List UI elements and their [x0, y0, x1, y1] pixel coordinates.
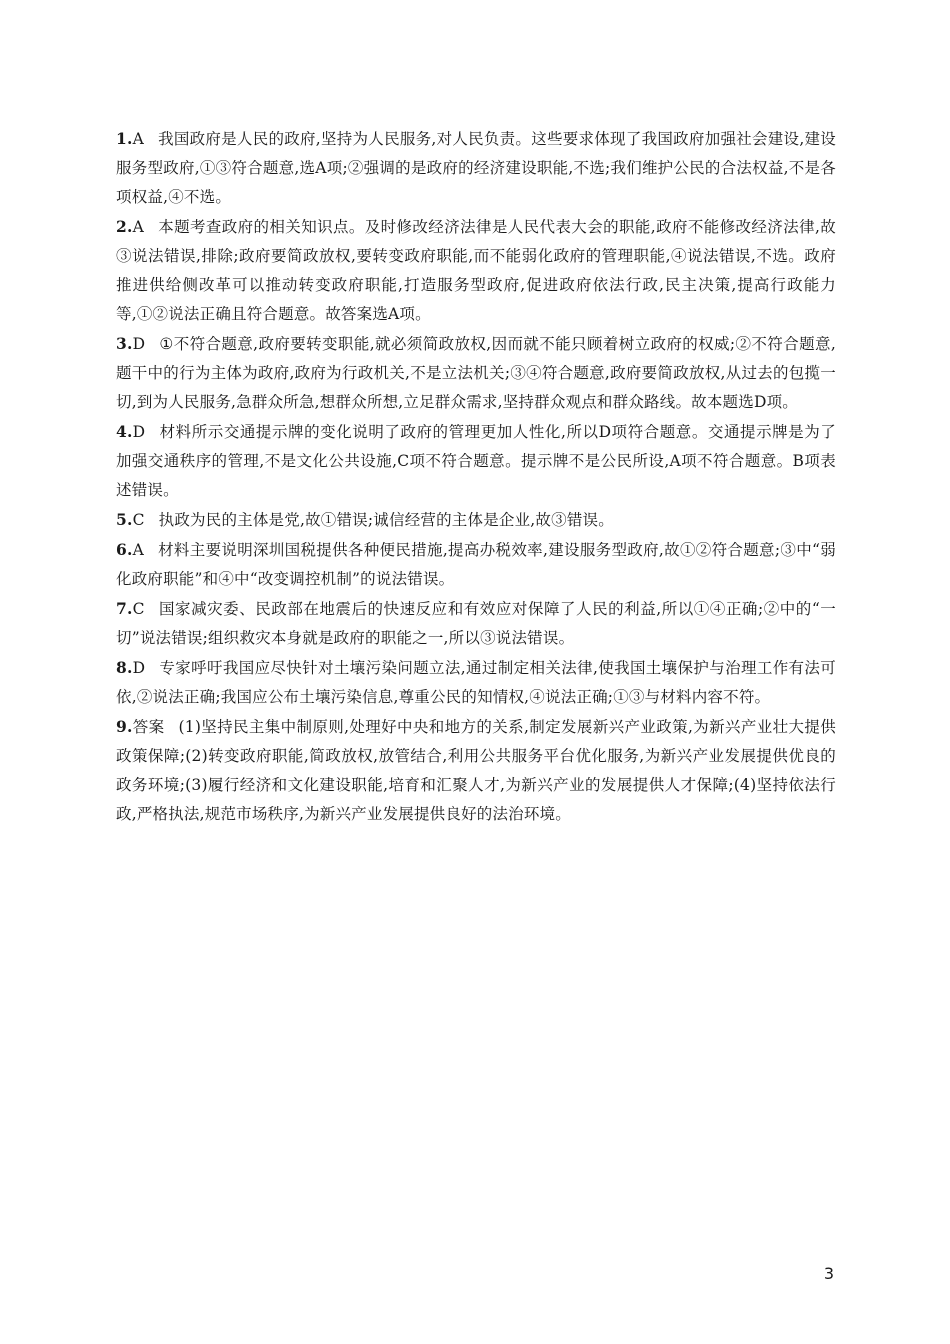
- item-number: 9.: [116, 717, 133, 736]
- item-answer: D: [132, 335, 146, 353]
- item-answer: A: [132, 541, 144, 559]
- answer-item-6: [116, 535, 836, 594]
- answer-item-8: [116, 653, 836, 712]
- item-number: 7.: [116, 599, 133, 618]
- answer-item-2: [116, 212, 836, 329]
- item-explanation: 材料主要说明深圳国税提供各种便民措施,提高办税效率,建设服务型政府,故①②符合题意;③中“弱化政府职能”和④中“改变调控机制”的说法错误。: [116, 541, 836, 588]
- item-number: 2.: [116, 217, 133, 236]
- item-answer: C: [132, 511, 145, 529]
- item-number: 6.: [116, 540, 133, 559]
- item-answer: A: [132, 130, 144, 148]
- answer-item-3: [116, 329, 836, 417]
- answer-item-1: [116, 124, 836, 212]
- answer-item-5: [116, 505, 836, 535]
- answer-list: [116, 124, 836, 829]
- answer-item-9: [116, 712, 836, 829]
- item-explanation: 本题考查政府的相关知识点。及时修改经济法律是人民代表大会的职能,政府不能修改经济法律,故③说法错误,排除;政府要简政放权,要转变政府职能,而不能弱化政府的管理职能,④说法错误,不选。政府推进供给侧改革可以推动转变政府职能,打造服务型政府,促进政府依法行政,民主决策,提高行政能力等,①②说法正确且符合题意。故答案选A项。: [116, 218, 836, 323]
- item-answer: C: [132, 600, 145, 618]
- item-number: 1.: [116, 129, 133, 148]
- answer-item-7: [116, 594, 836, 653]
- item-explanation: 材料所示交通提示牌的变化说明了政府的管理更加人性化,所以D项符合题意。交通提示牌是为了加强交通秩序的管理,不是文化公共设施,C项不符合题意。提示牌不是公民所设,A项不符合题意。B项表述错误。: [116, 423, 836, 499]
- item-answer: D: [132, 423, 146, 441]
- page-number: 3: [823, 1264, 834, 1283]
- item-answer: D: [132, 659, 146, 677]
- item-number: 8.: [116, 658, 133, 677]
- item-explanation: 国家减灾委、民政部在地震后的快速反应和有效应对保障了人民的利益,所以①④正确;②中的“一切”说法错误;组织救灾本身就是政府的职能之一,所以③说法错误。: [116, 600, 836, 647]
- item-explanation: (1)坚持民主集中制原则,处理好中央和地方的关系,制定发展新兴产业政策,为新兴产业壮大提供政策保障;(2)转变政府职能,简政放权,放管结合,利用公共服务平台优化服务,为新兴产业发展提供优良的政务环境;(3)履行经济和文化建设职能,培育和汇聚人才,为新兴产业的发展提供人才保障;(4)坚持依法行政,严格执法,规范市场秩序,为新兴产业发展提供良好的法治环境。: [116, 718, 836, 823]
- item-number: 4.: [116, 422, 133, 441]
- item-explanation: ①不符合题意,政府要转变职能,就必须简政放权,因而就不能只顾着树立政府的权威;②不符合题意,题干中的行为主体为政府,政府为行政机关,不是立法机关;③④符合题意,政府要简政放权,从过去的包揽一切,到为人民服务,急群众所急,想群众所想,立足群众需求,坚持群众观点和群众路线。故本题选D项。: [116, 335, 836, 411]
- item-answer: A: [132, 218, 144, 236]
- item-explanation: 执政为民的主体是党,故①错误;诚信经营的主体是企业,故③错误。: [158, 511, 614, 529]
- item-number: 5.: [116, 510, 133, 529]
- item-explanation: 专家呼吁我国应尽快针对土壤污染问题立法,通过制定相关法律,使我国土壤保护与治理工作有法可依,②说法正确;我国应公布土壤污染信息,尊重公民的知情权,④说法正确;①③与材料内容不符。: [116, 659, 836, 706]
- item-answer: 答案: [132, 718, 165, 736]
- item-explanation: 我国政府是人民的政府,坚持为人民服务,对人民负责。这些要求体现了我国政府加强社会建设,建设服务型政府,①③符合题意,选A项;②强调的是政府的经济建设职能,不选;我们维护公民的合法权益,不是各项权益,④不选。: [116, 130, 836, 206]
- item-number: 3.: [116, 334, 133, 353]
- answer-item-4: [116, 417, 836, 505]
